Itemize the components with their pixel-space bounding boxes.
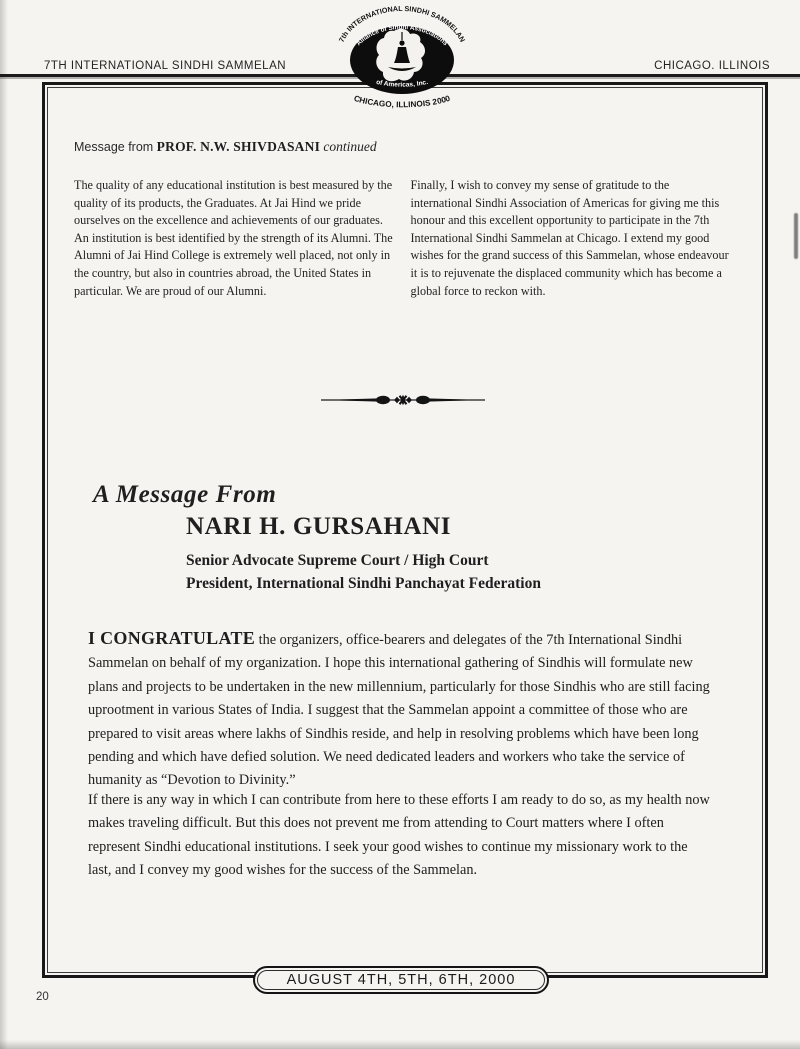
page-number: 20 <box>36 991 49 1003</box>
emblem-arc-city-text: CHICAGO, ILLINOIS 2000 <box>352 93 452 110</box>
message-paragraph-1 <box>88 627 710 793</box>
scan-edge-bottom <box>0 1040 800 1049</box>
message-author-title-2: President, International Sindhi Panchayat Federation <box>186 575 541 592</box>
ornamental-divider-icon <box>321 391 485 409</box>
sammelan-emblem-icon <box>336 3 468 117</box>
message-heading: A Message From <box>93 481 277 508</box>
scan-edge-smudge <box>794 213 798 259</box>
svg-text:CHICAGO, ILLINOIS 2000 <box>353 94 452 110</box>
continued-note-author: PROF. N.W. SHIVDASANI <box>156 139 321 154</box>
message-author-title-1: Senior Advocate Supreme Court / High Court <box>186 552 489 569</box>
message-paragraph-1-lead: I CONGRATULATE <box>88 628 256 648</box>
header-location: CHICAGO. ILLINOIS <box>654 60 770 72</box>
continued-note-suffix: continued <box>320 139 377 154</box>
message-author-name: NARI H. GURSAHANI <box>186 513 452 540</box>
shivdasani-message-columns <box>74 177 732 300</box>
scan-edge-left <box>0 0 8 1049</box>
emblem-arc-americas-text: of Americas, Inc. <box>375 78 429 89</box>
emblem-arc-alliance-text: Alliance of Sindhi Associations <box>355 23 449 48</box>
continued-note <box>74 139 377 155</box>
shivdasani-left-column: The quality of any educational institution is best measured by the quality of its products, the Graduates. At Jai Hind we pride ourselves on the excellence and achievements of our graduates. An institution is best identified by the strength of its Alumni. The Alumni of Jai Hind College is extremely well placed, not only in the country, but also in countries abroad, the United States in particular. We are proud of our Alumni. <box>74 178 393 298</box>
header-event-title: 7TH INTERNATIONAL SINDHI SAMMELAN <box>44 60 287 72</box>
message-paragraph-2: If there is any way in which I can contribute from here to these efforts I am ready to do so, as my health now makes traveling difficult. But this does not prevent me from attending to Court matters where I often represent Sindhi educational institutions. I seek your good wishes to continue my missionary work to the last, and I convey my good wishes for the success of the Sammelan. <box>88 792 710 879</box>
footer-date-banner <box>253 966 549 994</box>
emblem-arc-top-text: 7th INTERNATIONAL SINDHI SAMMELAN <box>336 3 468 44</box>
shivdasani-right-column: Finally, I wish to convey my sense of gratitude to the international Sindhi Association of Americas for giving me this honour and this excellent opportunity to participate in the 7th International Sindhi Sammelan at Chicago. I extend my good wishes for the grand success of this Sammelan, whose endeavour it is to rejuvenate the displaced community which has become a global force to reckon with. <box>410 178 729 298</box>
message-paragraph-1-body: the organizers, office-bearers and delegates of the 7th International Sindhi Sammelan on behalf of my organization. I hope this international gathering of Sindhis will formulate new plans and projects to be undertaken in the new millennium, particularly for those Sindhis who are still facing uprootment in various States of India. I suggest that the Sammelan appoint a committee of those who are prepared to visit areas where lakhs of Sindhis reside, and help in resolving problems which have been long pending and which have defied solution. We need dedicated leaders and workers who take the service of humanity as “Devotion to Divinity.” <box>88 632 710 789</box>
footer-date-text: AUGUST 4TH, 5TH, 6TH, 2000 <box>257 970 545 990</box>
continued-note-prefix: Message from <box>74 140 157 154</box>
